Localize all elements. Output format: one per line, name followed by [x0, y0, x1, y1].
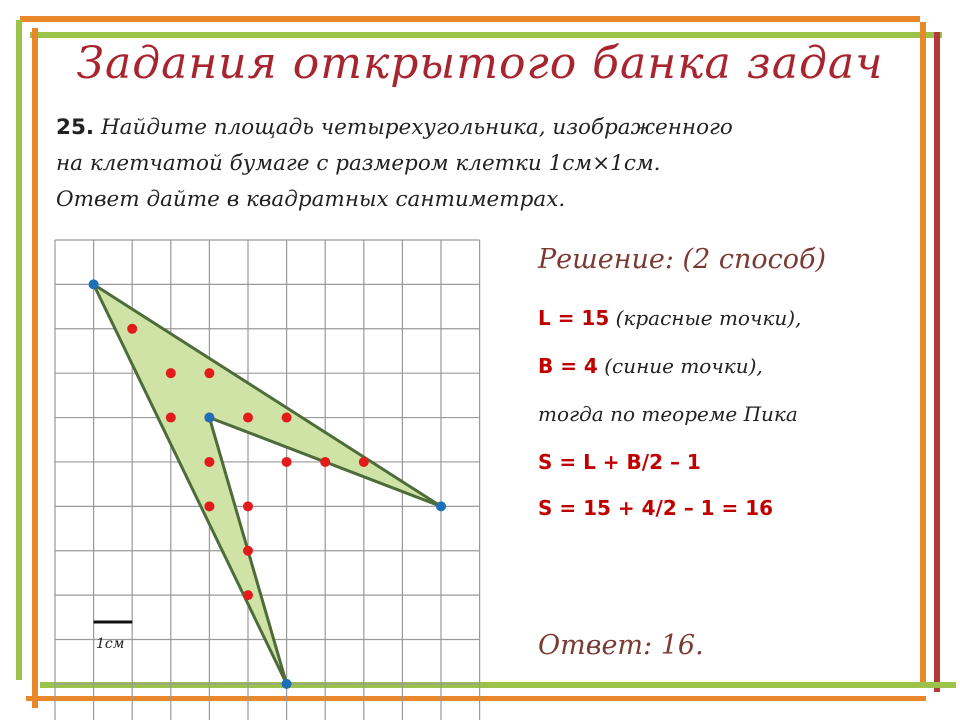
interior-point — [166, 368, 176, 378]
pick-formula: S = L + B/2 – 1 — [538, 450, 701, 474]
interior-point — [204, 457, 214, 467]
l-note: (красные точки), — [609, 306, 802, 330]
interior-point — [243, 546, 253, 556]
interior-point — [204, 368, 214, 378]
formula-line — [538, 450, 701, 474]
interior-point — [243, 413, 253, 423]
pick-calculation: S = 15 + 4/2 – 1 = 16 — [538, 496, 774, 520]
calculation-line — [538, 496, 773, 520]
problem-number: 25. — [56, 115, 95, 140]
boundary-point — [436, 501, 446, 511]
scale-label: 1см — [96, 636, 125, 652]
interior-point — [282, 457, 292, 467]
problem-line-2: на клетчатой бумаге с размером клетки 1см×1см. — [56, 151, 661, 176]
interior-point — [282, 413, 292, 423]
problem-line-3: Ответ дайте в квадратных сантиметрах. — [56, 187, 566, 212]
answer: Ответ: 16. — [538, 630, 704, 661]
b-formula: B = 4 — [538, 354, 598, 378]
interior-point — [359, 457, 369, 467]
boundary-point — [204, 413, 214, 423]
b-note: (синие точки), — [597, 354, 763, 378]
interior-point — [243, 501, 253, 511]
page-title: Задания открытого банка задач — [76, 38, 884, 89]
theorem-line: тогда по теореме Пика — [538, 402, 798, 426]
interior-point — [320, 457, 330, 467]
solution-heading: Решение: (2 способ) — [538, 244, 826, 275]
quadrilateral-shape — [94, 284, 441, 684]
boundary-point — [89, 279, 99, 289]
boundary-point — [282, 679, 292, 689]
interior-point — [127, 324, 137, 334]
interior-point — [204, 501, 214, 511]
interior-point — [166, 413, 176, 423]
l-formula: L = 15 — [538, 306, 610, 330]
problem-line-1: Найдите площадь четырехугольника, изображенного — [100, 115, 733, 140]
interior-point — [243, 590, 253, 600]
solution-l-line — [538, 306, 801, 330]
solution-b-line — [538, 354, 763, 378]
